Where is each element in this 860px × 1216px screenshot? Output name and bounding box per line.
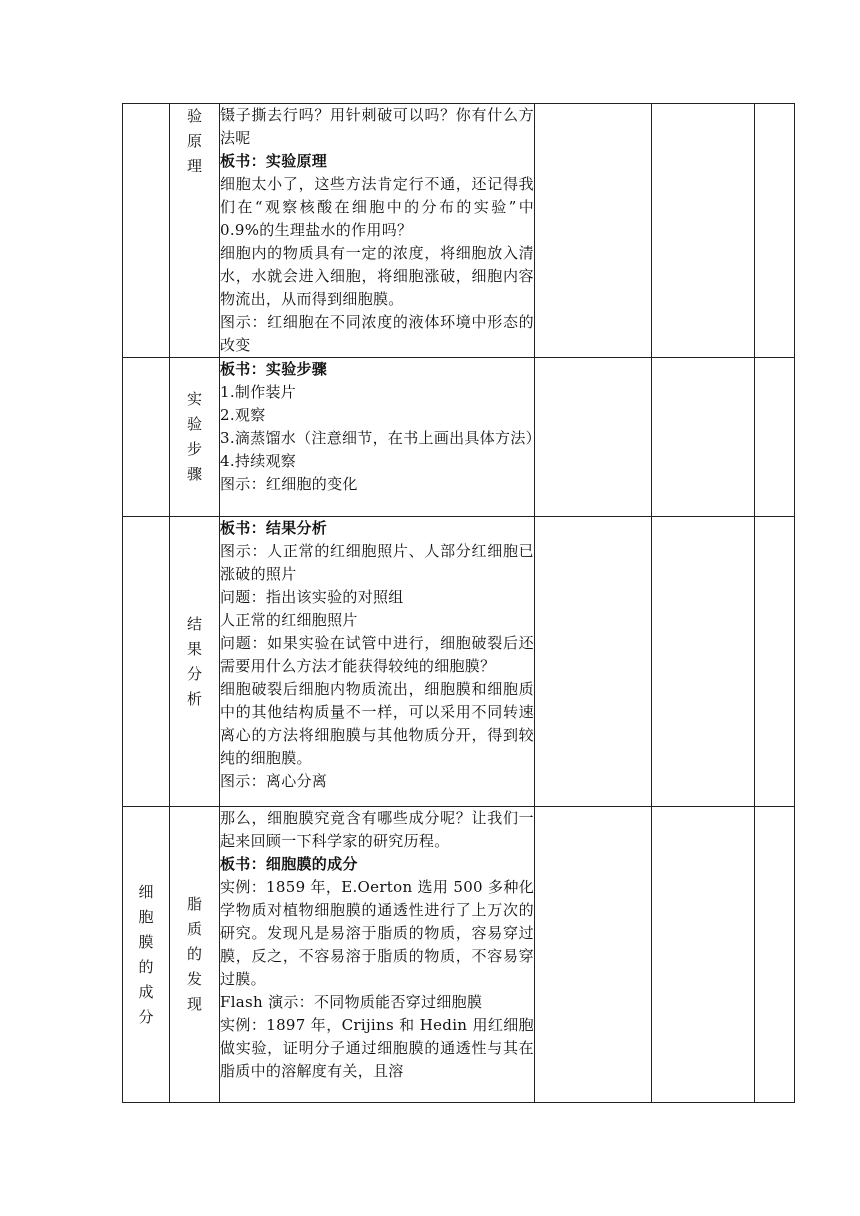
content-line: 问题：如果实验在试管中进行，细胞破裂后还需要用什么方法才能获得较纯的细胞膜？ xyxy=(220,634,534,675)
empty-cell xyxy=(535,807,652,1103)
empty-cell xyxy=(535,358,652,517)
content-cell xyxy=(220,807,535,1103)
content-cell xyxy=(220,358,541,517)
board-heading: 板书：实验步骤 xyxy=(220,360,328,378)
content-line: 实例：1859 年，E.Oerton 选用 500 多种化学物质对植物细胞膜的通透性进行了上万次的研究。发现凡是易溶于脂质的物质，容易穿过膜，反之，不容易溶于脂质的物质，不容易穿过膜。 xyxy=(220,878,534,988)
content-line: 问题：指出该实验的对照组 xyxy=(220,588,404,606)
board-heading: 板书：细胞膜的成分 xyxy=(220,855,358,873)
content-line: 人正常的红细胞照片 xyxy=(220,611,358,629)
board-heading: 板书：结果分析 xyxy=(220,519,328,537)
content-line: 镊子撕去行吗？用针刺破可以吗？你有什么方法呢 xyxy=(220,106,534,147)
content-line: 4.持续观察 xyxy=(220,452,297,470)
table-row xyxy=(123,104,795,358)
section-cell xyxy=(170,104,220,358)
stage-label: 细胞膜的成分 xyxy=(138,882,154,1026)
table-row xyxy=(123,807,795,1103)
table-row xyxy=(123,358,795,517)
content-line: 图示：人正常的红细胞照片、人部分红细胞已涨破的照片 xyxy=(220,542,534,583)
section-cell xyxy=(170,807,220,1103)
content-cell xyxy=(220,104,535,358)
section-label: 结果分析 xyxy=(186,614,202,708)
stage-cell xyxy=(123,807,170,1103)
content-line: 那么，细胞膜究竟含有哪些成分呢？让我们一起来回顾一下科学家的研究历程。 xyxy=(220,809,534,850)
content-line: 图示：离心分离 xyxy=(220,772,328,790)
empty-cell xyxy=(535,104,652,358)
lesson-plan-table xyxy=(122,103,795,1103)
section-label: 实验步骤 xyxy=(186,390,202,483)
empty-cell xyxy=(755,517,795,807)
empty-cell xyxy=(535,517,652,807)
content-line: 实例：1897 年，Crijins 和 Hedin 用红细胞做实验，证明分子通过细胞膜的通透性与其在脂质中的溶解度有关，且溶 xyxy=(220,1016,534,1080)
section-label: 脂质的发现 xyxy=(186,895,202,1013)
content-line: 2.观察 xyxy=(220,406,266,424)
section-cell xyxy=(170,358,220,517)
table-row xyxy=(123,517,795,807)
section-label: 验原理 xyxy=(186,107,202,175)
content-line: 细胞内的物质具有一定的浓度，将细胞放入清水，水就会进入细胞，将细胞涨破，细胞内容物流出，从而得到细胞膜。 xyxy=(220,244,534,308)
content-line: 细胞破裂后细胞内物质流出，细胞膜和细胞质中的其他结构质量不一样，可以采用不同转速离心的方法将细胞膜与其他物质分开，得到较纯的细胞膜。 xyxy=(220,680,534,767)
stage-cell xyxy=(123,358,170,517)
empty-cell xyxy=(652,807,755,1103)
content-line: 图示：红细胞在不同浓度的液体环境中形态的改变 xyxy=(220,313,534,354)
stage-cell xyxy=(123,104,170,358)
empty-cell xyxy=(755,104,795,358)
content-cell xyxy=(220,517,535,807)
empty-cell xyxy=(755,358,795,517)
stage-cell xyxy=(123,517,170,807)
empty-cell xyxy=(652,104,755,358)
content-line: 图示：红细胞的变化 xyxy=(220,475,358,493)
content-line: Flash 演示：不同物质能否穿过细胞膜 xyxy=(220,993,483,1011)
board-heading: 板书：实验原理 xyxy=(220,152,328,170)
content-line: 1.制作装片 xyxy=(220,383,297,401)
section-cell xyxy=(170,517,220,807)
content-line: 细胞太小了，这些方法肯定行不通，还记得我们在“观察核酸在细胞中的分布的实验”中 0.9%的生理盐水的作用吗？ xyxy=(220,175,534,239)
empty-cell xyxy=(652,358,755,517)
content-line: 3.滴蒸馏水（注意细节，在书上画出具体方法） xyxy=(220,429,541,447)
empty-cell xyxy=(755,807,795,1103)
empty-cell xyxy=(652,517,755,807)
